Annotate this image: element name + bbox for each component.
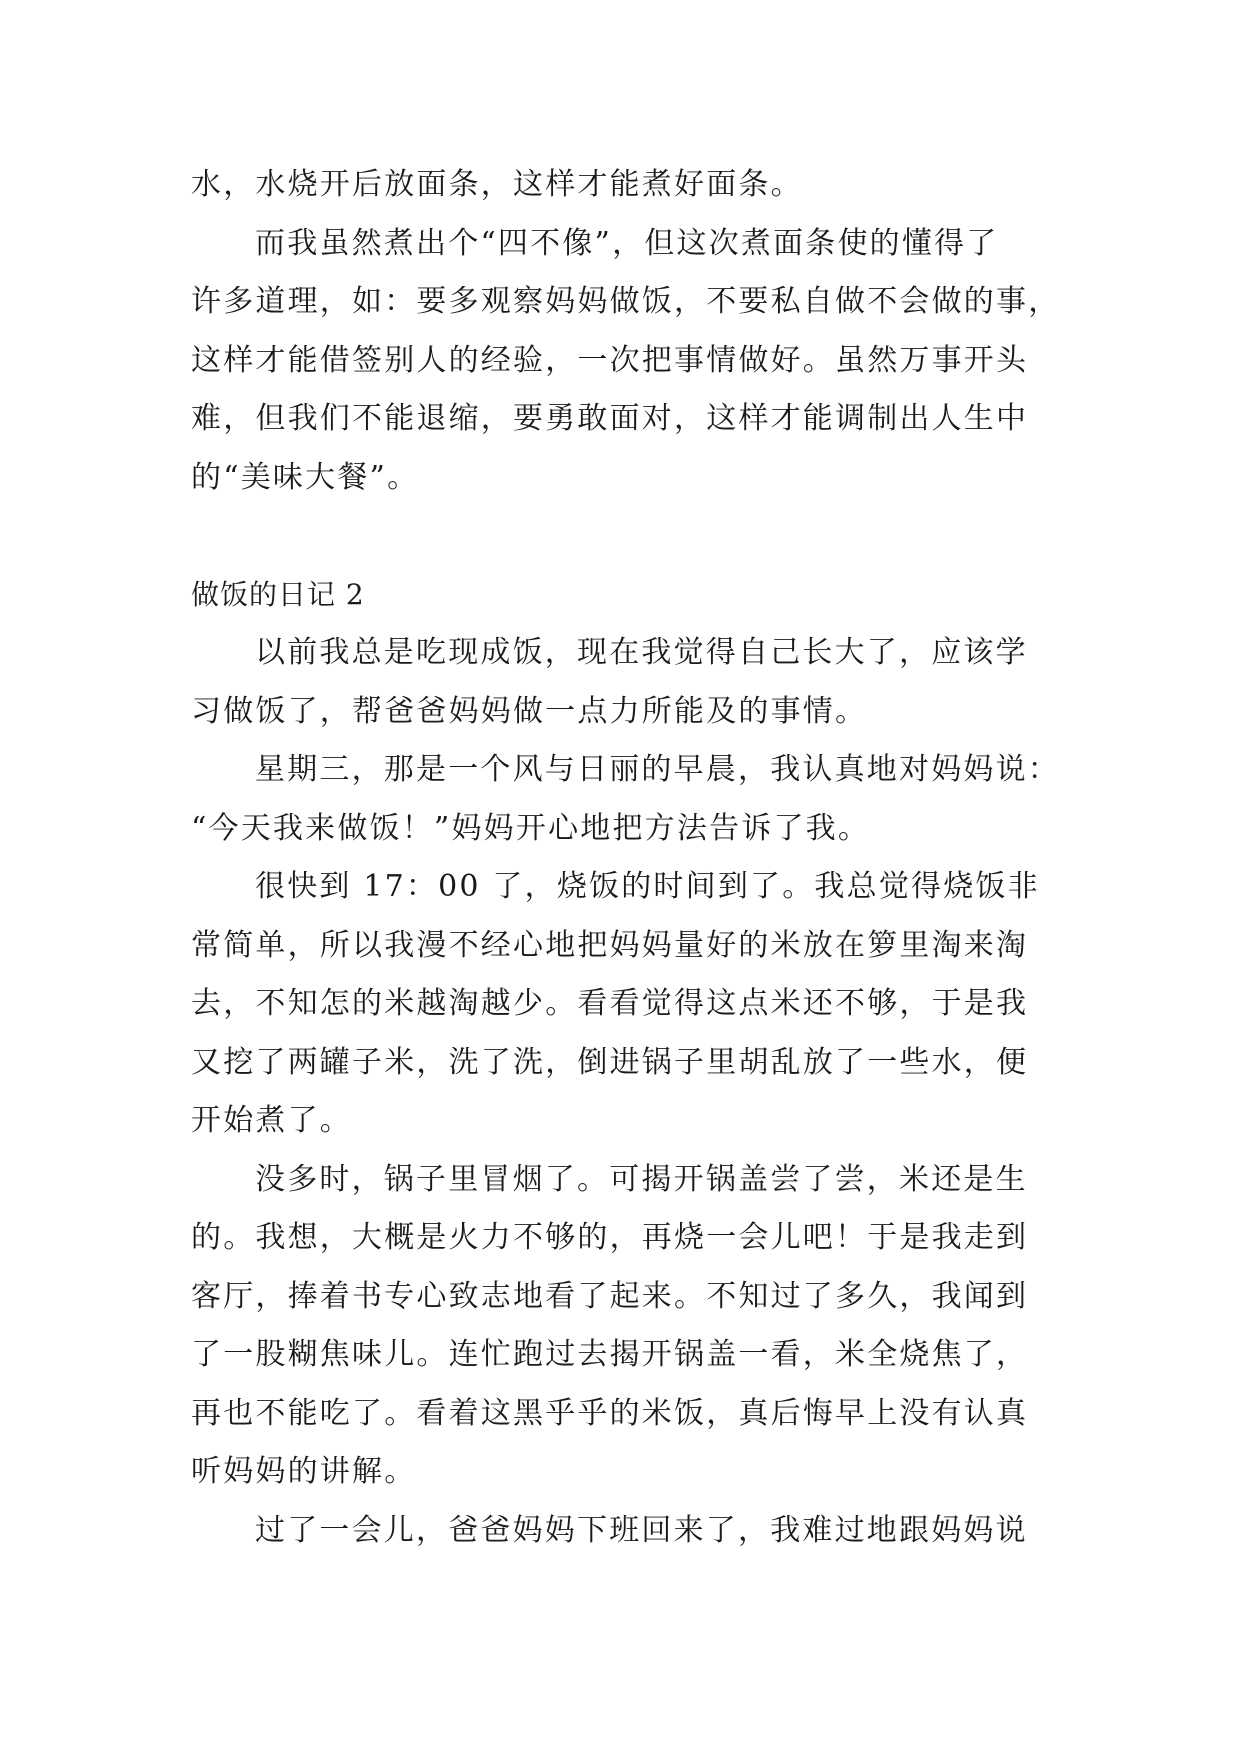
paragraph-start: 而我虽然煮出个“四不像”，但这次煮面条使的懂得了 xyxy=(255,225,999,261)
text-line: 了一股糊焦味儿。连忙跑过去揭开锅盖一看，米全烧焦了， xyxy=(191,1337,1029,1372)
paragraph-start: 以前我总是吃现成饭，现在我觉得自己长大了，应该学 xyxy=(255,635,1028,670)
paragraph-start: 过了一会儿，爸爸妈妈下班回来了，我难过地跟妈妈说 xyxy=(255,1512,1028,1548)
text-line: 去，不知怎的米越淘越少。看看觉得这点米还不够，于是我 xyxy=(191,986,1029,1021)
text-line: 的“美味大餐”。 xyxy=(191,459,420,495)
section-2 xyxy=(191,566,1060,1561)
text-line: “今天我来做饭！”妈妈开心地把方法告诉了我。 xyxy=(191,810,871,846)
text-line: 这样才能借签别人的经验，一次把事情做好。虽然万事开头 xyxy=(191,342,1029,378)
text-line: 又挖了两罐子米，洗了洗，倒进锅子里胡乱放了一些水，便 xyxy=(191,1044,1029,1080)
text-line: 客厅，捧着书专心致志地看了起来。不知过了多久，我闻到 xyxy=(191,1278,1029,1314)
paragraph-start: 没多时，锅子里冒烟了。可揭开锅盖尝了尝，米还是生 xyxy=(255,1161,1028,1197)
section-1 xyxy=(191,156,1061,507)
text-line: 听妈妈的讲解。 xyxy=(191,1454,417,1489)
text-line: 习做饭了，帮爸爸妈妈做一点力所能及的事情。 xyxy=(191,693,868,729)
section-title: 做饭的日记 2 xyxy=(191,577,365,611)
text-line: 水，水烧开后放面条，这样才能煮好面条。 xyxy=(191,167,803,202)
document-page xyxy=(191,156,1061,1560)
text-line: 再也不能吃了。看着这黑乎乎的米饭，真后悔早上没有认真 xyxy=(191,1395,1029,1431)
text-line: 的。我想，大概是火力不够的，再烧一会儿吧！于是我走到 xyxy=(191,1220,1029,1255)
text-line: 难，但我们不能退缩，要勇敢面对，这样才能调制出人生中 xyxy=(191,401,1029,436)
section-gap xyxy=(191,507,1055,566)
paragraph-start: 很快到 17：00 了，烧饭的时间到了。我总觉得烧饭非 xyxy=(255,869,1040,904)
text-line: 许多道理，如：要多观察妈妈做饭，不要私自做不会做的事， xyxy=(191,284,1061,319)
paragraph-start: 星期三，那是一个风与日丽的早晨，我认真地对妈妈说： xyxy=(255,752,1060,787)
text-line: 开始煮了。 xyxy=(191,1103,352,1138)
text-line: 常简单，所以我漫不经心地把妈妈量好的米放在箩里淘来淘 xyxy=(191,927,1029,963)
